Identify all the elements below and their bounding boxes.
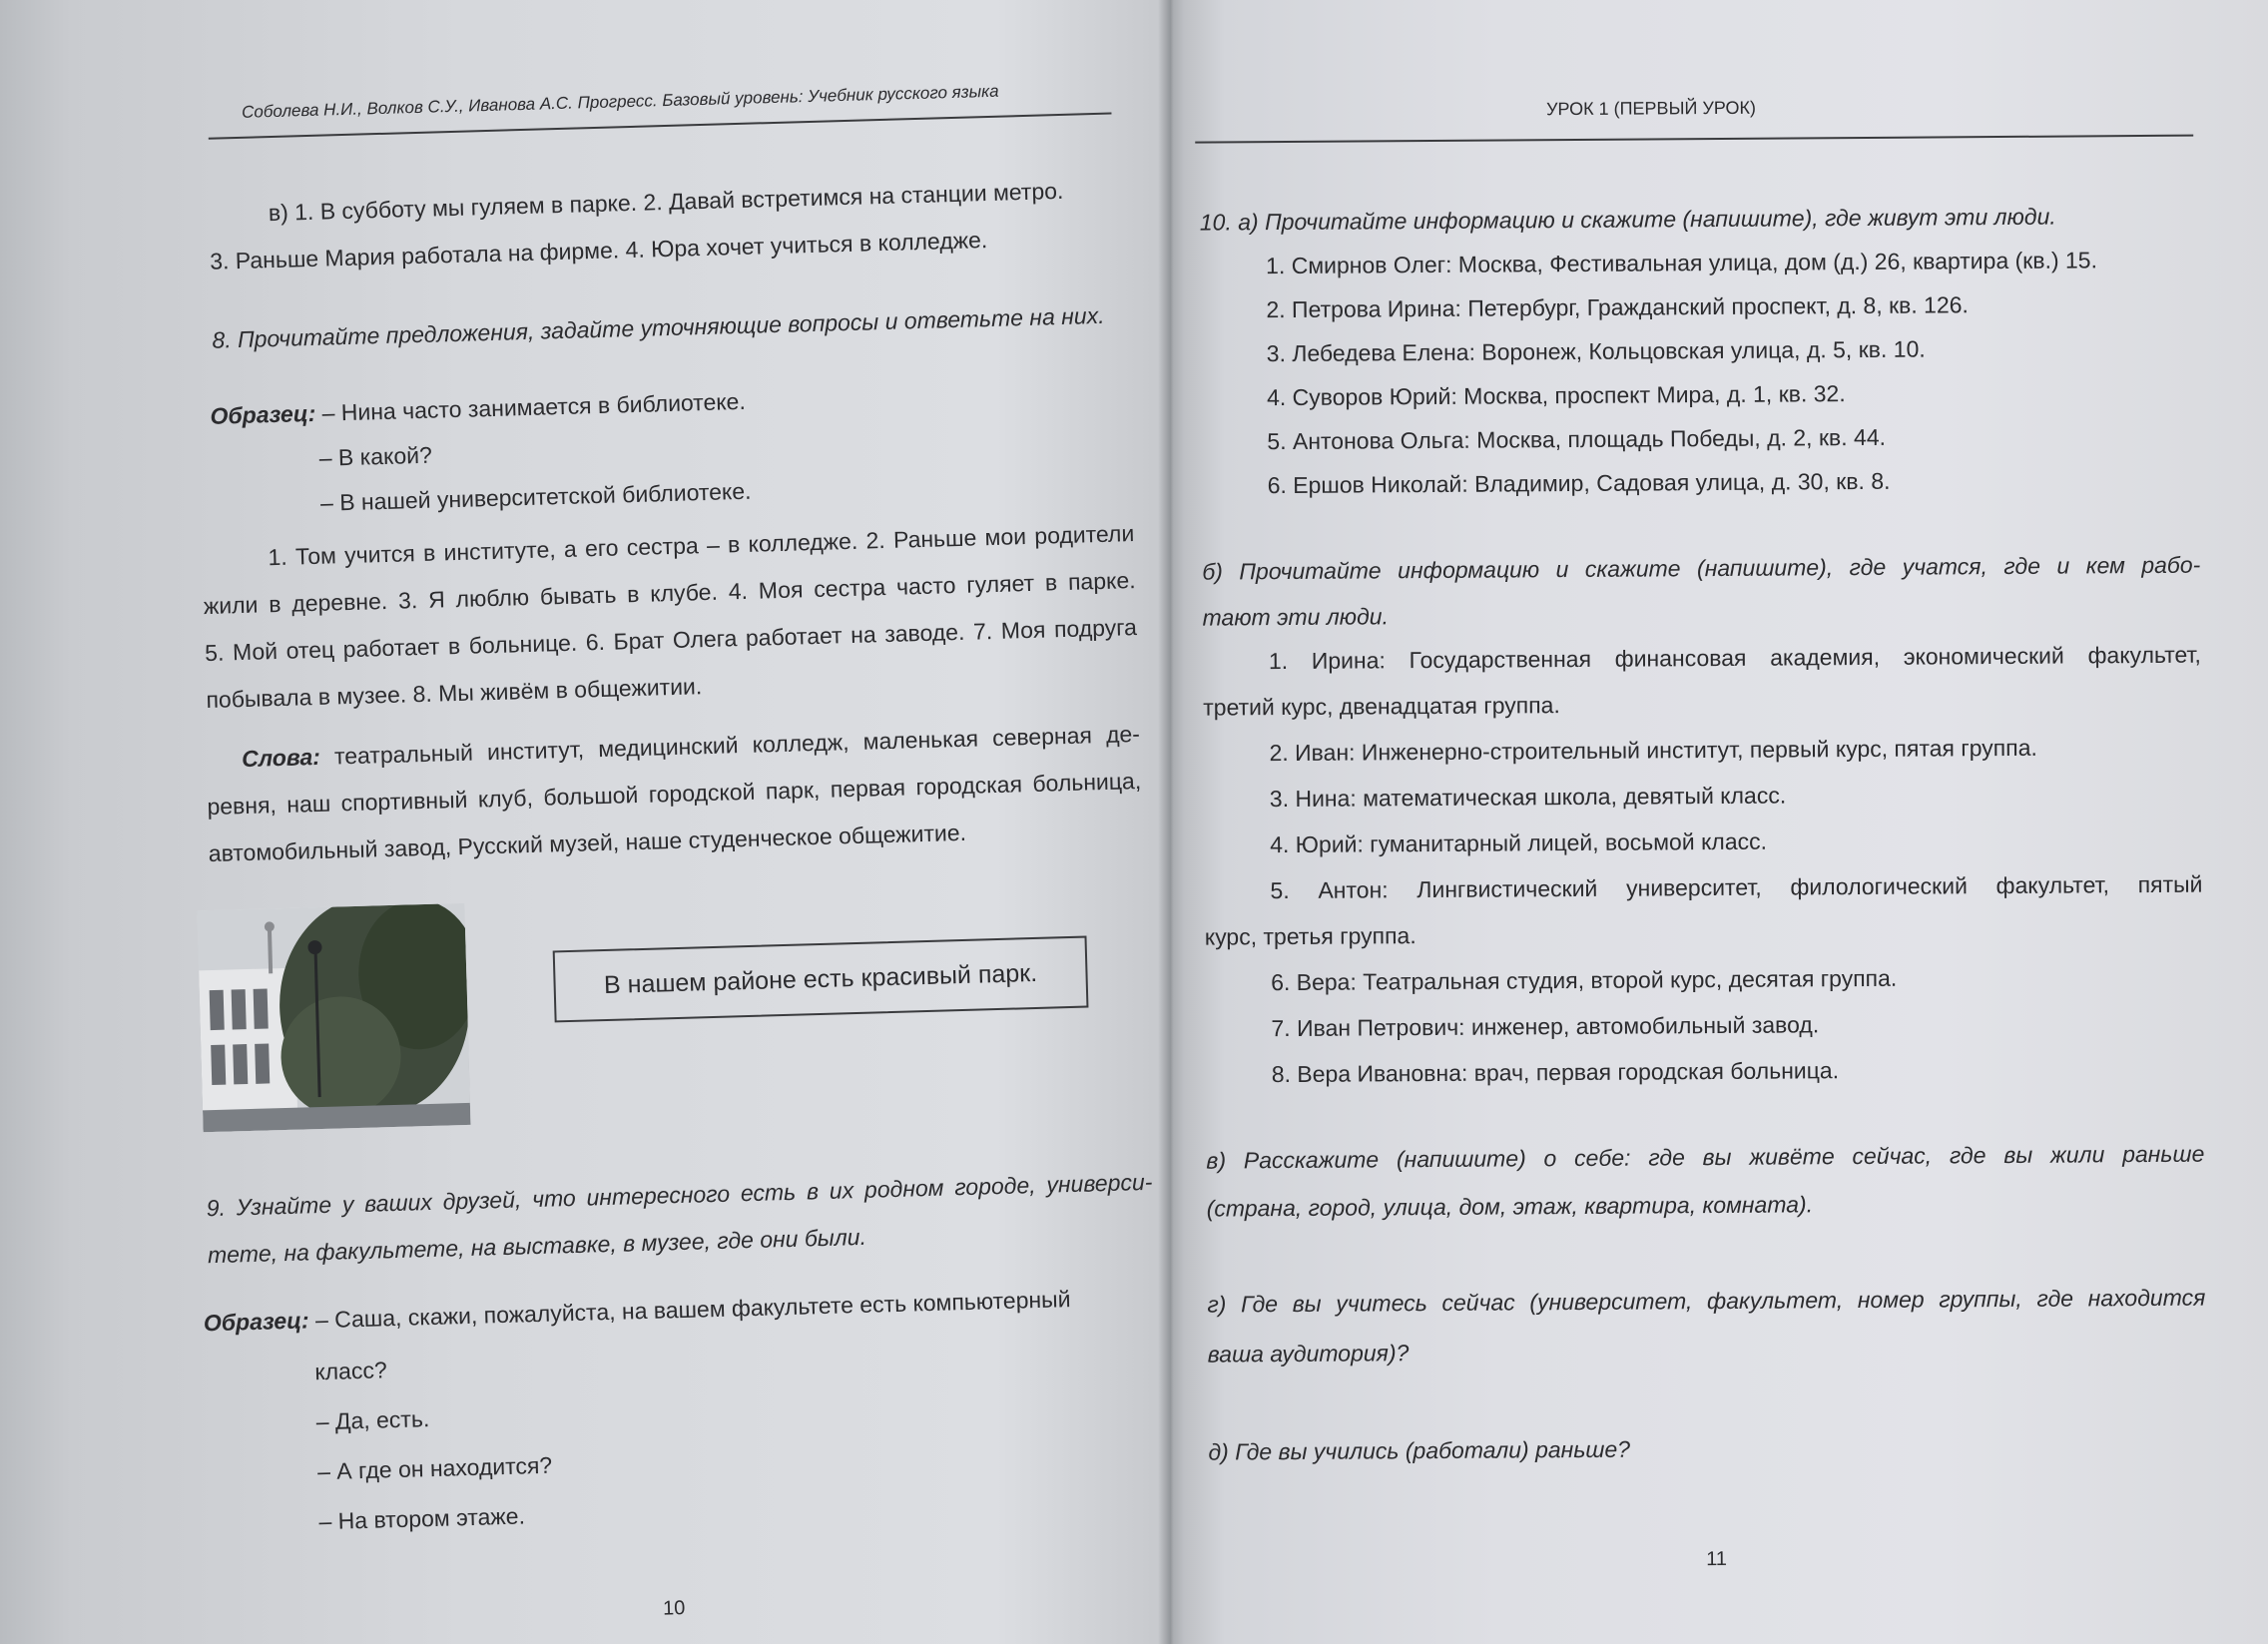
right-page-header: УРОК 1 (ПЕРВЫЙ УРОК) — [1545, 97, 1757, 120]
ex-v-line2: 3. Раньше Мария работала на фирме. 4. Юра хочет учиться в колледже. — [209, 227, 988, 274]
ex10b-instruction-line2: тают эти люди. — [1202, 603, 1390, 631]
ex10v-line2: (страна, город, улица, дом, этаж, квартира, комната). — [1206, 1191, 1814, 1222]
ex9-dialog-text1: – Саша, скажи, пожалуйста, на вашем факультете есть компьютерный — [314, 1286, 1071, 1334]
ex10v-line1: в) Расскажите (напишите) о себе: где вы живёте сейчас, где вы жили раньше — [1206, 1140, 2205, 1174]
ex8-sample-line1 — [210, 388, 746, 431]
right-page — [1170, 0, 2268, 1644]
left-page-header: Соболева Н.И., Волков С.У., Иванова А.С. Прогресс. Базовый уровень: Учебник русского языка — [241, 81, 999, 122]
ex8-words-line1 — [242, 721, 1140, 774]
right-page-number: 11 — [1706, 1547, 1728, 1571]
ex8-sentence-2: жили в деревне. 3. Я люблю бывать в клубе. 4. Моя сестра часто гуляет в парке. — [203, 567, 1136, 620]
ex8-words-text1: театральный институт, медицинский колледж, маленькая северная де- — [333, 720, 1141, 770]
ex10a-instruction: 10. а) Прочитайте информацию и скажите (напишите), где живут эти люди. — [1199, 203, 2056, 236]
ex9-dialog-line2: класс? — [313, 1357, 388, 1385]
ex8-words-line3: автомобильный завод, Русский музей, наше студенческое общежитие. — [208, 819, 967, 867]
ex10b-item-5-line1: 5. Антон: Лингвистический университет, филологический факультет, пятый — [1270, 870, 2203, 904]
ex10b-item-6: 6. Вера: Театральная студия, второй курс, десятая группа. — [1271, 964, 1898, 996]
ex10b-item-1-line2: третий курс, двенадцатая группа. — [1203, 692, 1560, 721]
ex8-sentence-1: 1. Том учится в институте, а его сестра – в колледже. 2. Раньше мои родители — [268, 520, 1135, 571]
ex10g-line1: г) Где вы учитесь сейчас (университет, факультет, номер группы, где находится — [1207, 1284, 2206, 1318]
ex8-callout-box: В нашем районе есть красивый парк. — [553, 936, 1089, 1023]
ex10b-item-1-line1: 1. Ирина: Государственная финансовая академия, экономический факультет, — [1268, 641, 2201, 675]
ex9-dialog-line4: – А где он находится? — [316, 1451, 553, 1485]
ex9-dialog-line5: – На втором этаже. — [318, 1502, 526, 1535]
ex10a-item-1: 1. Смирнов Олег: Москва, Фестивальная улица, дом (д.) 26, квартира (кв.) 15. — [1266, 247, 2098, 279]
ex9-instruction-line1: 9. Узнайте у ваших друзей, что интересного есть в их родном городе, универси- — [206, 1168, 1153, 1222]
left-page-number: 10 — [662, 1597, 686, 1620]
ex8-sample-label: Образец: — [210, 399, 316, 429]
right-header-rule — [1195, 135, 2193, 144]
ex10g-line2: ваша аудитория)? — [1207, 1340, 1410, 1368]
ex10b-item-4: 4. Юрий: гуманитарный лицей, восьмой класс. — [1270, 827, 1768, 858]
ex-v-line1: в) 1. В субботу мы гуляем в парке. 2. Давай встретимся на станции метро. — [268, 177, 1064, 227]
ex8-words-line2: ревня, наш спортивный клуб, большой городской парк, первая городская больница, — [207, 767, 1142, 821]
ex9-instruction-line2: тете, на факультете, на выставке, в музее, где они были. — [207, 1223, 867, 1269]
ex8-sample-line2: – В какой? — [318, 441, 433, 471]
ex10a-item-2: 2. Петрова Ирина: Петербург, Гражданский проспект, д. 8, кв. 126. — [1266, 291, 1969, 323]
ex9-sample-label: Образец: — [203, 1307, 309, 1337]
ex10b-item-3: 3. Нина: математическая школа, девятый класс. — [1269, 782, 1787, 813]
ex10b-item-5-line2: курс, третья группа. — [1204, 922, 1417, 950]
park-photo-illustration — [197, 903, 470, 1132]
ex10a-item-5: 5. Антонова Ольга: Москва, площадь Победы, д. 2, кв. 44. — [1267, 423, 1887, 455]
ex8-words-label: Слова: — [241, 743, 321, 773]
ex10b-item-8: 8. Вера Ивановна: врач, первая городская больница. — [1271, 1057, 1840, 1088]
right-page-content — [1170, 0, 2268, 1644]
book-spine-shadow — [1158, 0, 1184, 1644]
ex10b-item-7: 7. Иван Петрович: инженер, автомобильный завод. — [1271, 1011, 1820, 1042]
ex10a-item-6: 6. Ершов Николай: Владимир, Садовая улица, д. 30, кв. 8. — [1267, 467, 1891, 499]
ex9-dialog-line1 — [204, 1286, 1071, 1338]
ex10b-item-2: 2. Иван: Инженерно-строительный институт, первый курс, пятая группа. — [1269, 734, 2037, 767]
ex9-dialog-line3: – Да, есть. — [315, 1405, 430, 1435]
ex8-sentence-3: 5. Мой отец работает в больнице. 6. Брат Олега работает на заводе. 7. Моя подруга — [204, 614, 1138, 667]
park-photo — [197, 903, 470, 1132]
ex10a-item-4: 4. Суворов Юрий: Москва, проспект Мира, д. 1, кв. 32. — [1266, 380, 1846, 411]
ex8-sample-line3: – В нашей университетской библиотеке. — [319, 477, 752, 516]
ex8-instruction: 8. Прочитайте предложения, задайте уточняющие вопросы и ответьте на них. — [212, 301, 1105, 353]
ex10d-line1: д) Где вы учились (работали) раньше? — [1208, 1435, 1631, 1465]
ex10a-item-3: 3. Лебедева Елена: Воронеж, Кольцовская улица, д. 5, кв. 10. — [1266, 335, 1926, 367]
ex10b-instruction-line1: б) Прочитайте информацию и скажите (напишите), где учатся, где и кем рабо- — [1202, 551, 2201, 585]
ex8-sentence-4: побывала в музее. 8. Мы живём в общежитии. — [206, 673, 703, 714]
ex8-sample-text1: – Нина часто занимается в библиотеке. — [321, 387, 747, 426]
